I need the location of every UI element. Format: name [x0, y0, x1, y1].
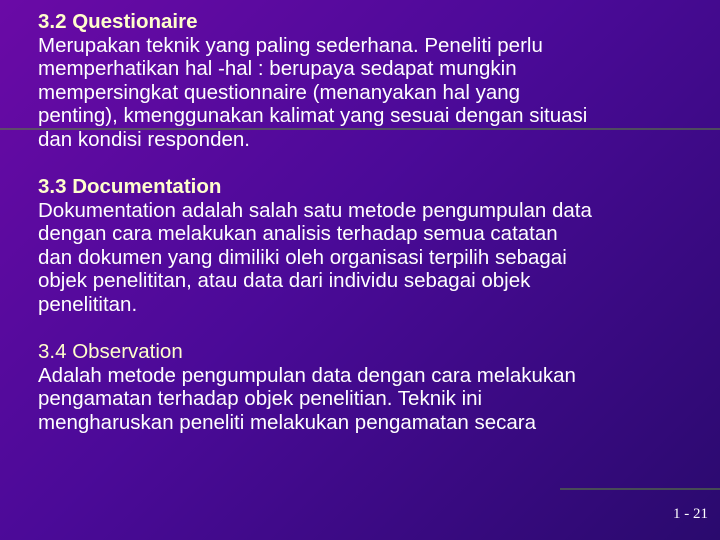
section-heading: 3.2 Questionaire [38, 10, 198, 33]
body-line: penting), kmenggunakan kalimat yang sesuai dengan situasi [38, 104, 588, 127]
body-line: Adalah metode pengumpulan data dengan cara melakukan [38, 363, 576, 387]
body-line: Merupakan teknik yang paling sederhana. Peneliti perlu [38, 33, 543, 57]
body-line: objek penelititan, atau data dari individu sebagai objek [38, 269, 531, 292]
page-number: 1 - 21 [673, 506, 708, 522]
body-line: penelititan. [38, 292, 138, 316]
body-line: mengharuskan peneliti melakukan pengamatan secara [38, 410, 537, 434]
slide-content [38, 10, 698, 458]
body-line: Dokumentation adalah salah satu metode pengumpulan data [38, 198, 592, 222]
section-heading: 3.3 Documentation [38, 175, 222, 198]
section-documentation [38, 175, 698, 316]
body-line: mempersingkat questionnaire (menanyakan hal yang [38, 80, 521, 104]
section-questionnaire [38, 10, 698, 151]
body-line: memperhatikan hal -hal : berupaya sedapat mungkin [38, 57, 517, 80]
body-line: pengamatan terhadap objek penelitian. Teknik ini [38, 387, 483, 410]
body-line: dan kondisi responden. [38, 127, 250, 151]
body-line: dan dokumen yang dimiliki oleh organisasi terpilih sebagai [38, 245, 567, 269]
decorative-rule [560, 488, 720, 490]
body-line: dengan cara melakukan analisis terhadap semua catatan [38, 222, 558, 245]
section-observation [38, 340, 698, 434]
section-heading: 3.4 Observation [38, 340, 183, 363]
